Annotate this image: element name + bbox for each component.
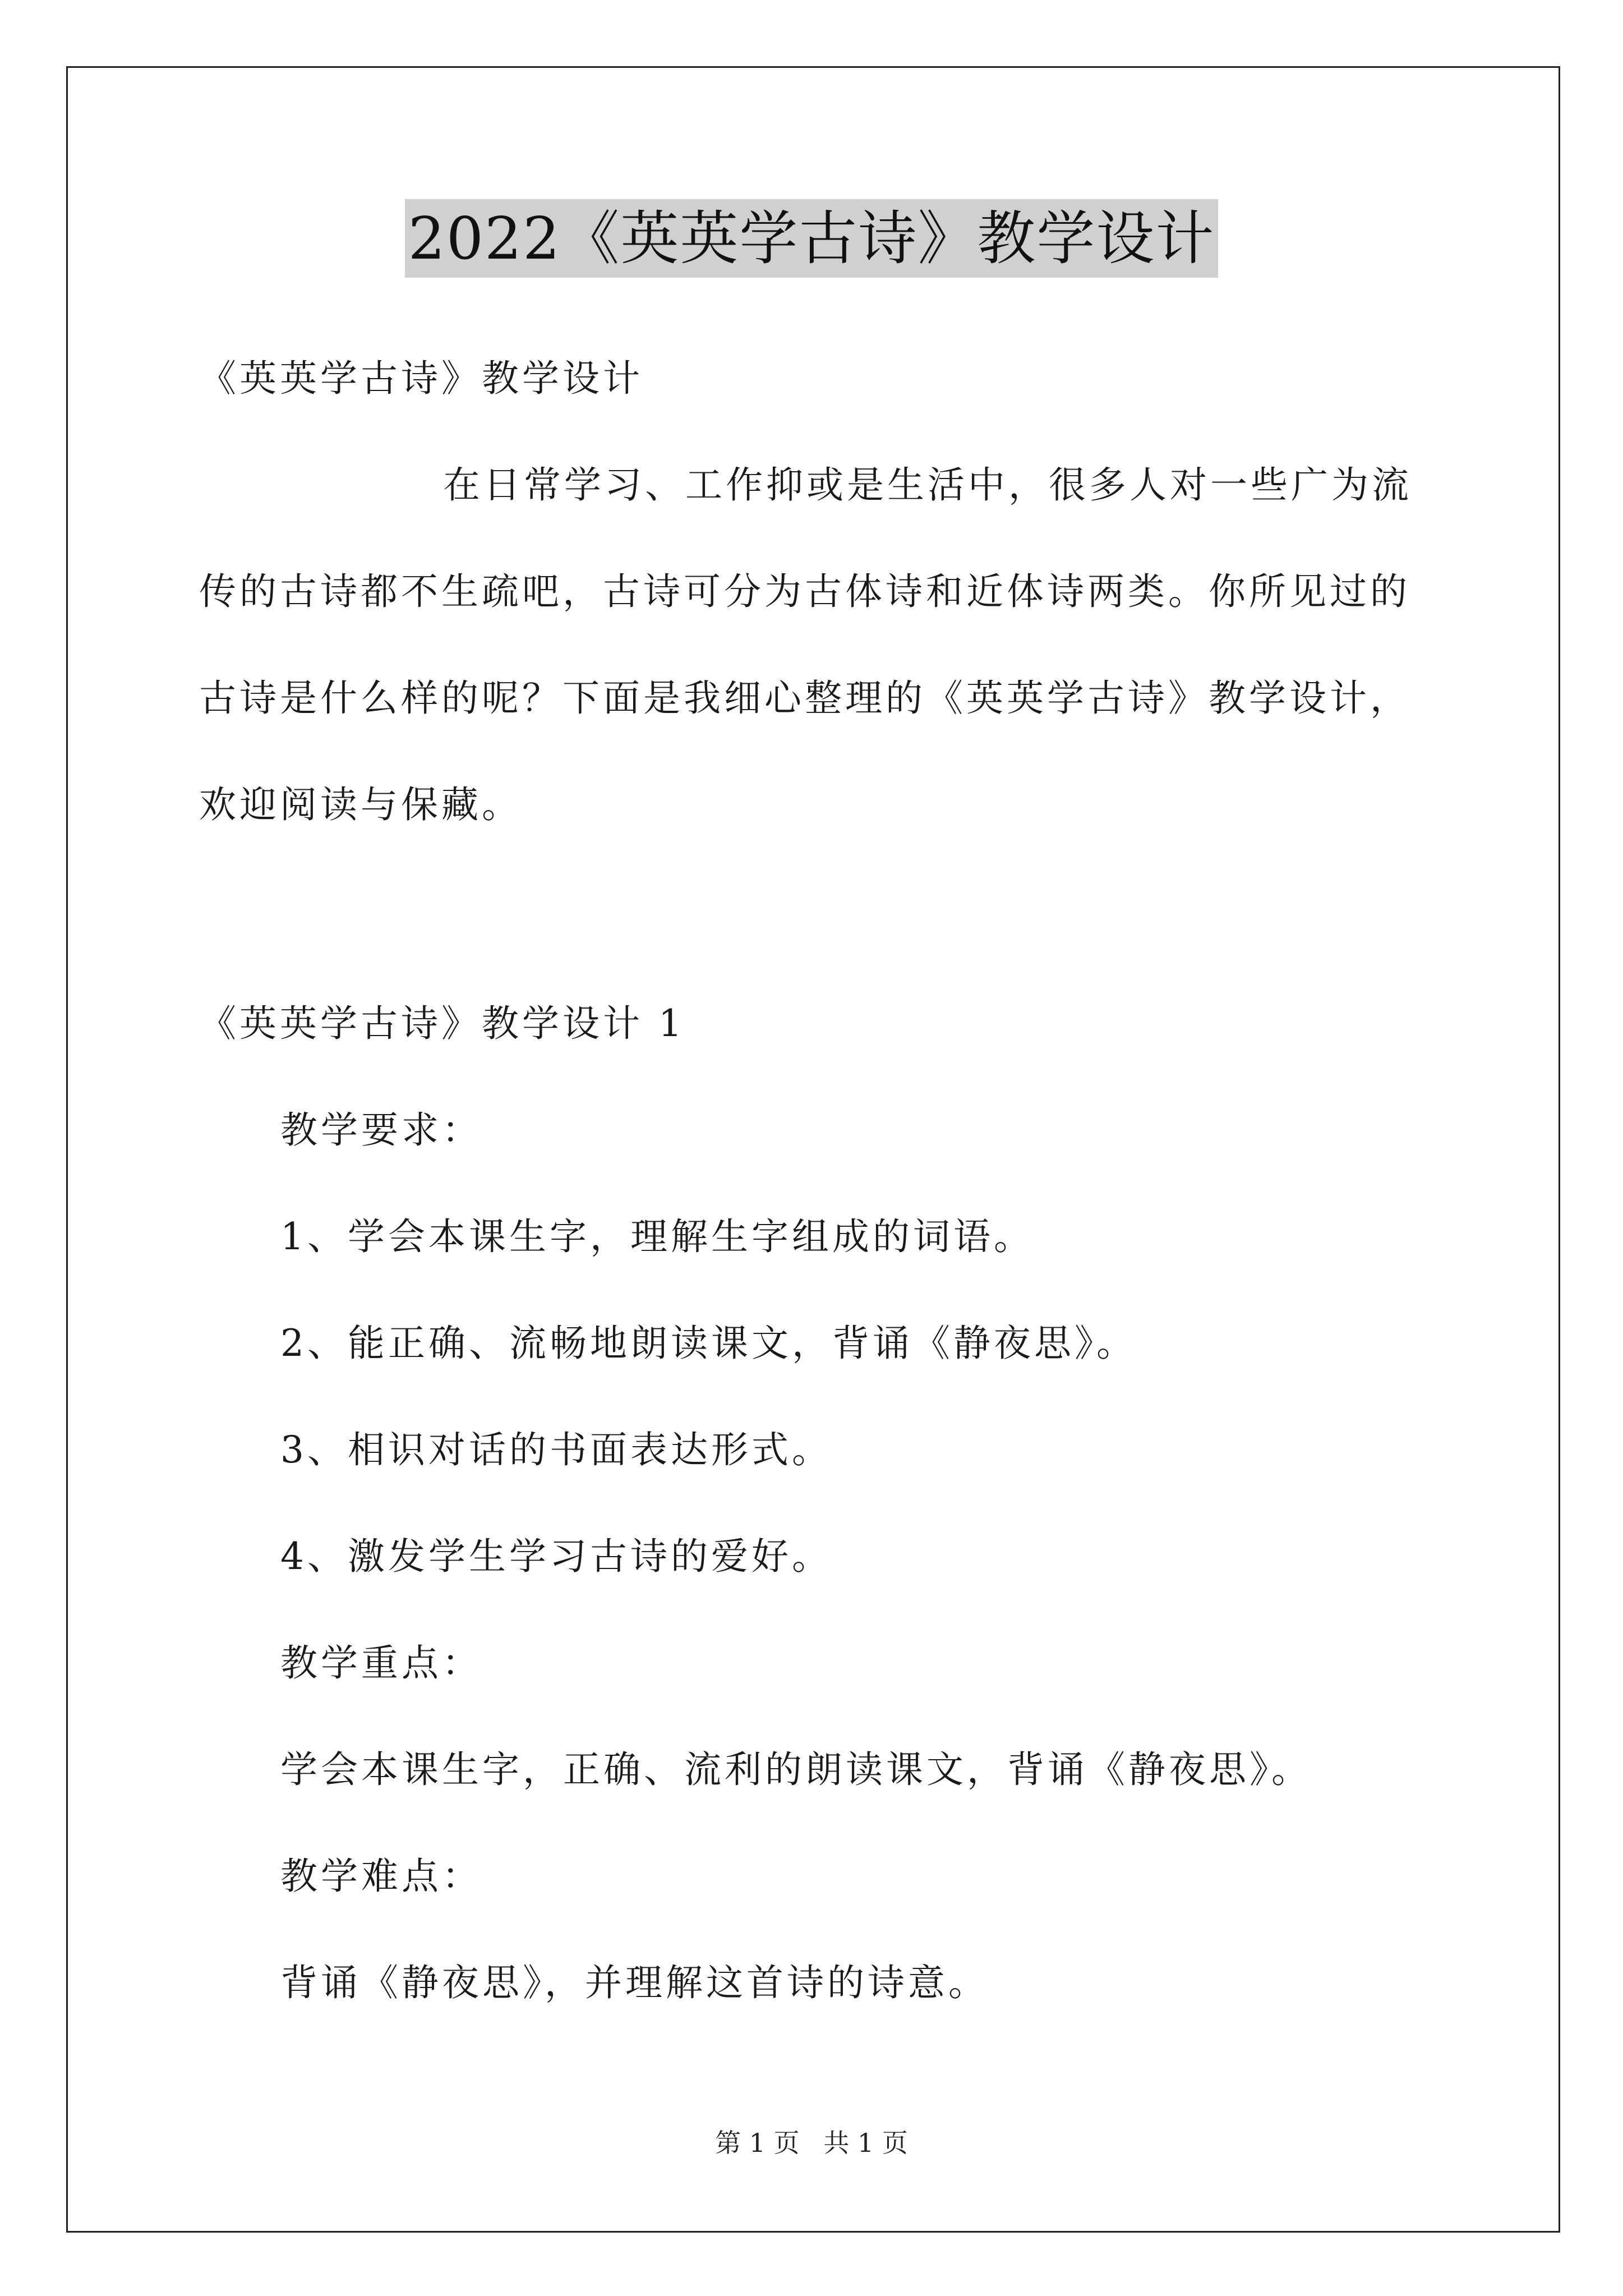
- requirement-item: 4、激发学生学习古诗的爱好。: [280, 1535, 832, 1578]
- requirement-item: 1、学会本课生字，理解生字组成的词语。: [280, 1215, 1034, 1258]
- intro-line-1: 在日常学习、工作抑或是生活中，很多人对一些广为流: [443, 463, 1412, 507]
- page-number-current: 第 1 页: [715, 2128, 800, 2158]
- document-title: 2022《英英学古诗》教学设计: [405, 199, 1219, 278]
- difficulties-label: 教学难点：: [280, 1855, 482, 1898]
- requirement-item: 3、相识对话的书面表达形式。: [280, 1428, 832, 1471]
- requirements-label: 教学要求：: [280, 1108, 482, 1152]
- difficulties-text: 背诵《静夜思》，并理解这首诗的诗意。: [280, 1961, 989, 2004]
- intro-line-2: 传的古诗都不生疏吧，古诗可分为古体诗和近体诗两类。你所见过的: [199, 570, 1410, 613]
- intro-line-3: 古诗是什么样的呢？下面是我细心整理的《英英学古诗》教学设计，: [199, 677, 1410, 720]
- page-number-total: 共 1 页: [823, 2128, 908, 2158]
- intro-line-4: 欢迎阅读与保藏。: [199, 783, 522, 826]
- requirement-item: 2、能正确、流畅地朗读课文，背诵《静夜思》。: [280, 1322, 1137, 1365]
- subtitle: 《英英学古诗》教学设计: [199, 357, 643, 400]
- section-heading: 《英英学古诗》教学设计 1: [199, 1002, 685, 1045]
- page-footer: [0, 2126, 1623, 2160]
- title-container: [0, 199, 1623, 278]
- key-points-label: 教学重点：: [280, 1641, 482, 1685]
- key-points-text: 学会本课生字，正确、流利的朗读课文，背诵《静夜思》。: [280, 1748, 1312, 1791]
